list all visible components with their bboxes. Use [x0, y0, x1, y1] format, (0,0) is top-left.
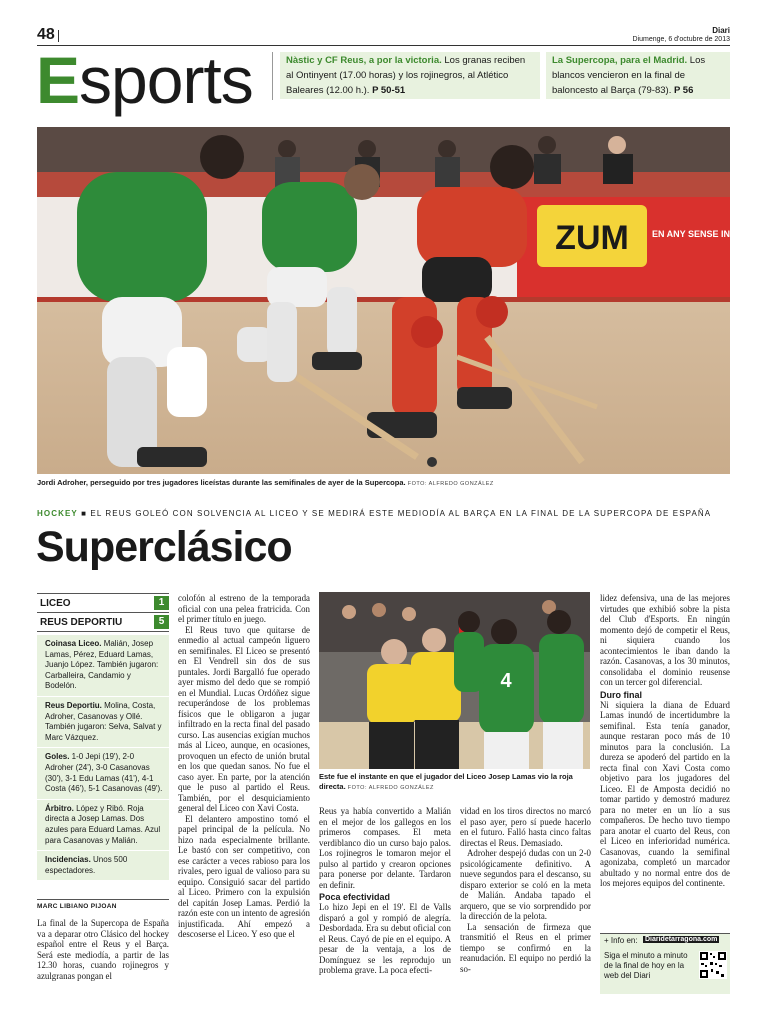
- info-label: Árbitro.: [45, 803, 74, 813]
- info-lineup-reus: [37, 697, 169, 748]
- promo-teaser-basketball[interactable]: [546, 52, 730, 99]
- section-title: [36, 40, 253, 120]
- promo-teaser-football[interactable]: [280, 52, 540, 99]
- paragraph: vidad en los tiros directos no marcó el paso ayer, pero sí puede hacerlo en el futuro. Falló hasta cinco faltas directas el Reus. Demasiado.: [460, 806, 591, 848]
- web-promo-prefix: + Info en:: [604, 936, 638, 945]
- photo-credit: FOTO: ALFREDO GONZÁLEZ: [407, 481, 494, 487]
- info-label: Reus Deportiu.: [45, 700, 102, 710]
- info-referee: [37, 800, 169, 851]
- photo-credit: FOTO: ALFREDO GONZÁLEZ: [347, 785, 434, 791]
- banner-sub: EN ANY SENSE INSECTES: [652, 229, 767, 239]
- team-name: LICEO: [40, 597, 71, 609]
- kicker-tag: HOCKEY: [37, 509, 78, 518]
- paragraph: Reus ya había convertido a Malián en el mejor de los gallegos en los primeros compases. El meta verdiblanco dio un curso bajo palos. Los rojinegros le tomaron mejor el pulso al partido y crearon opciones para ponerse por delante. Tardaron en definir.: [319, 806, 451, 890]
- scoreboard: [37, 593, 169, 632]
- web-promo-box[interactable]: [600, 933, 730, 994]
- info-text: Malián, Josep Lamas, Pérez, Eduard Lamas, Juanjo López. También jugaron: Carballeira, Candamio y Bodelón.: [45, 639, 159, 691]
- section-title-rest: sports: [79, 43, 253, 117]
- team-goals: 5: [154, 615, 169, 629]
- promo-lead: La Supercopa, para el Madrid.: [552, 55, 688, 66]
- paragraph: La sensación de firmeza que transmitió el Reus en el primer tiempo se confirmó en la reanudación. El equipo no perdió la so-: [460, 921, 591, 974]
- info-text: Molina, Costa, Adroher, Casanovas y Ollé. También jugaron: Selva, Salvat y Marc Vázquez.: [45, 700, 162, 742]
- kicker: [37, 509, 711, 518]
- promo-divider: [272, 52, 273, 100]
- web-promo-site[interactable]: Diaridetarragona.com: [645, 936, 718, 943]
- secondary-photo-caption: [319, 772, 590, 793]
- masthead-info: [633, 26, 730, 44]
- headline: Superclásico: [36, 523, 292, 571]
- match-info-box: [37, 635, 169, 881]
- team-goals: 1: [154, 596, 169, 610]
- info-incidents: [37, 851, 169, 881]
- qr-code-icon[interactable]: [699, 951, 727, 979]
- brand-name: Diari: [712, 26, 730, 35]
- paragraph: Adroher despejó dudas con un 2-0 psicológicamente definitivo. A nueve segundos para el descanso, su disparo exterior se coló en la meta de Malián. Andaba tapado el arquero, que se vio sorprendido por la dirección de la pelota.: [460, 848, 591, 921]
- info-text: López y Ribó. Roja directa a Josep Lamas. Dos azules para Eduard Lamas. Azul para Casanovas y Malián.: [45, 803, 161, 845]
- banner-zum: ZUM: [555, 219, 629, 257]
- promo-lead: Nàstic y CF Reus, a por la victoria.: [286, 55, 442, 66]
- web-promo-text: Siga el minuto a minuto de la final de hoy en la web del Diari: [604, 951, 688, 980]
- kicker-text: ■ EL REUS GOLEÓ CON SOLVENCIA AL LICEO Y SE MEDIRÁ ESTE MEDIODÍA AL BARÇA EN LA FINAL DE LA SUPERCOPA DE ESPAÑA: [81, 509, 712, 518]
- info-text: Unos 500 espectadores.: [45, 855, 128, 875]
- paragraph: lidez defensiva, una de las mejores virtudes que exhibió sobre la pista del Club d'Esports. En ningún momento dejó de competir el Reus, ni siquiera cuando los acontecimientos le iban dando la razón. Casanovas, a los 30 minutos, consolidaba el dominio reusense con un tercer gol diferencial.: [600, 593, 730, 687]
- issue-date: Diumenge, 6 d'octubre de 2013: [632, 36, 730, 43]
- article-column-4: [460, 806, 591, 974]
- article-column-3: [319, 806, 451, 976]
- paragraph: La final de la Supercopa de España va a deparar otro Clásico del hockey español entre el Reus y el Barça. Será este mediodía, a partir de las 12.30 horas, cuando rojinegros y azulgranas pongan el: [37, 918, 169, 981]
- caption-text: Jordi Adroher, perseguido por tres jugadores liceístas durante las semifinales de ayer de la Supercopa.: [37, 478, 406, 487]
- info-goals: [37, 748, 169, 799]
- subhead: Duro final: [600, 689, 642, 700]
- subhead: Poca efectividad: [319, 892, 391, 902]
- article-column-1: [37, 918, 169, 981]
- secondary-photo: [319, 592, 590, 769]
- svg-text:4: 4: [500, 670, 512, 692]
- article-column-2: [178, 593, 310, 940]
- section-title-initial: E: [36, 43, 80, 117]
- paragraph: colofón al estreno de la temporada oficial con una pelea fratricida. Con el primer título en juego.: [178, 593, 310, 624]
- info-label: Coinasa Liceo.: [45, 639, 102, 648]
- info-text: 1-0 Jepi (19'), 2-0 Adroher (24'), 3-0 Casanovas (30'), 3-1 Edu Lamas (41'), 4-1 Costa (46'), 5-1 Casanovas (49').: [45, 752, 163, 794]
- promo-page-ref: P 50-51: [369, 85, 406, 96]
- main-photo: [37, 127, 767, 474]
- paragraph: Lo hizo Jepi en el 19'. El de Valls disparó a gol y rompió de alegría. Desbordada. Era su debut oficial con el Reus. Cayó de pie en el equipo. A pesar de la ventaja, a los de Domínguez se les reprodujo un problema grave. La poca efecti-: [319, 902, 451, 975]
- promo-text: Los blancos vencieron en la final de baloncesto al Barça (79-83).: [552, 55, 706, 96]
- paragraph: El Reus tuvo que quitarse de enmedio al actual campeón liguero en semifinales. El Liceo se presentó en El Vendrell sin dos de sus puntales. Jordi Bargalló fue operado ayer mismo del dedo que se rompió en el Mundial. Lucas Ordóñez sigue recuperándose de los problemas físicos que le obligaron a jugar infiltrado en la recta final del pasado curso. Las ausencias exigían muchos más al Liceo, aunque, en ocasiones, provoquen un efecto de unión brutal en los que quedan sanos. No fue el caso ayer. En parte, por la atención que le puso al partido el Reus. También, por el desquiciamiento general del Liceo con Xavi Costa.: [178, 624, 310, 813]
- caption-text: Este fue el instante en que el jugador del Liceo Josep Lamas vio la roja directa.: [319, 772, 573, 791]
- info-label: Goles.: [45, 752, 70, 762]
- byline: MARC LIBIANO PIJOAN: [37, 899, 169, 910]
- page-number: 48: [37, 26, 55, 43]
- info-lineup-liceo: [37, 635, 169, 697]
- paragraph: Ni siquiera la diana de Eduard Lamas inundó de incertidumbre la semifinal. Esta tenía ganador, aunque restaran poco más de 10 minutos para la conclusión. La dureza se apoderó del partido en la recta final con Xavi Costa como objetivo para los jugadores del Liceo. El de Amposta decidió no tomar partido y demostró madurez para no meter en un lío a sus compañeros. De hecho tuvo tiempo para anotar el cuarto del Reus, con el Liceo en inferioridad numérica. Casanovas, cuando la semifinal agonizaba, completó un marcador abultado y no normal entre dos de los mejores equipos del continente.: [600, 699, 730, 888]
- info-label: Incidencias.: [45, 855, 91, 865]
- promo-page-ref: P 56: [671, 85, 694, 96]
- promo-text: Los granas reciben al Ontinyent (17.00 horas) y los rojinegros, al Atlético Baleares (12.00 h.).: [286, 55, 526, 96]
- score-row: [37, 593, 169, 612]
- main-photo-caption: [37, 478, 494, 487]
- score-row: [37, 612, 169, 632]
- article-column-5: [600, 593, 730, 889]
- paragraph: El delantero ampostino tomó el papel principal de la película. No hizo nada especialmente brillante. Le bastó con ser competitivo, con ese carácter a veces rabioso para los rivales, pero igual de valioso para su equipo. Consiguió sacar del partido al Liceo. Primero con la expulsión del capitán Josep Lamas. Perdió la razón este con un intento de agresión injustificada. Ahí empezó a descoserse el Liceo. Y eso que el: [178, 813, 310, 939]
- team-name: REUS DEPORTIU: [40, 616, 123, 628]
